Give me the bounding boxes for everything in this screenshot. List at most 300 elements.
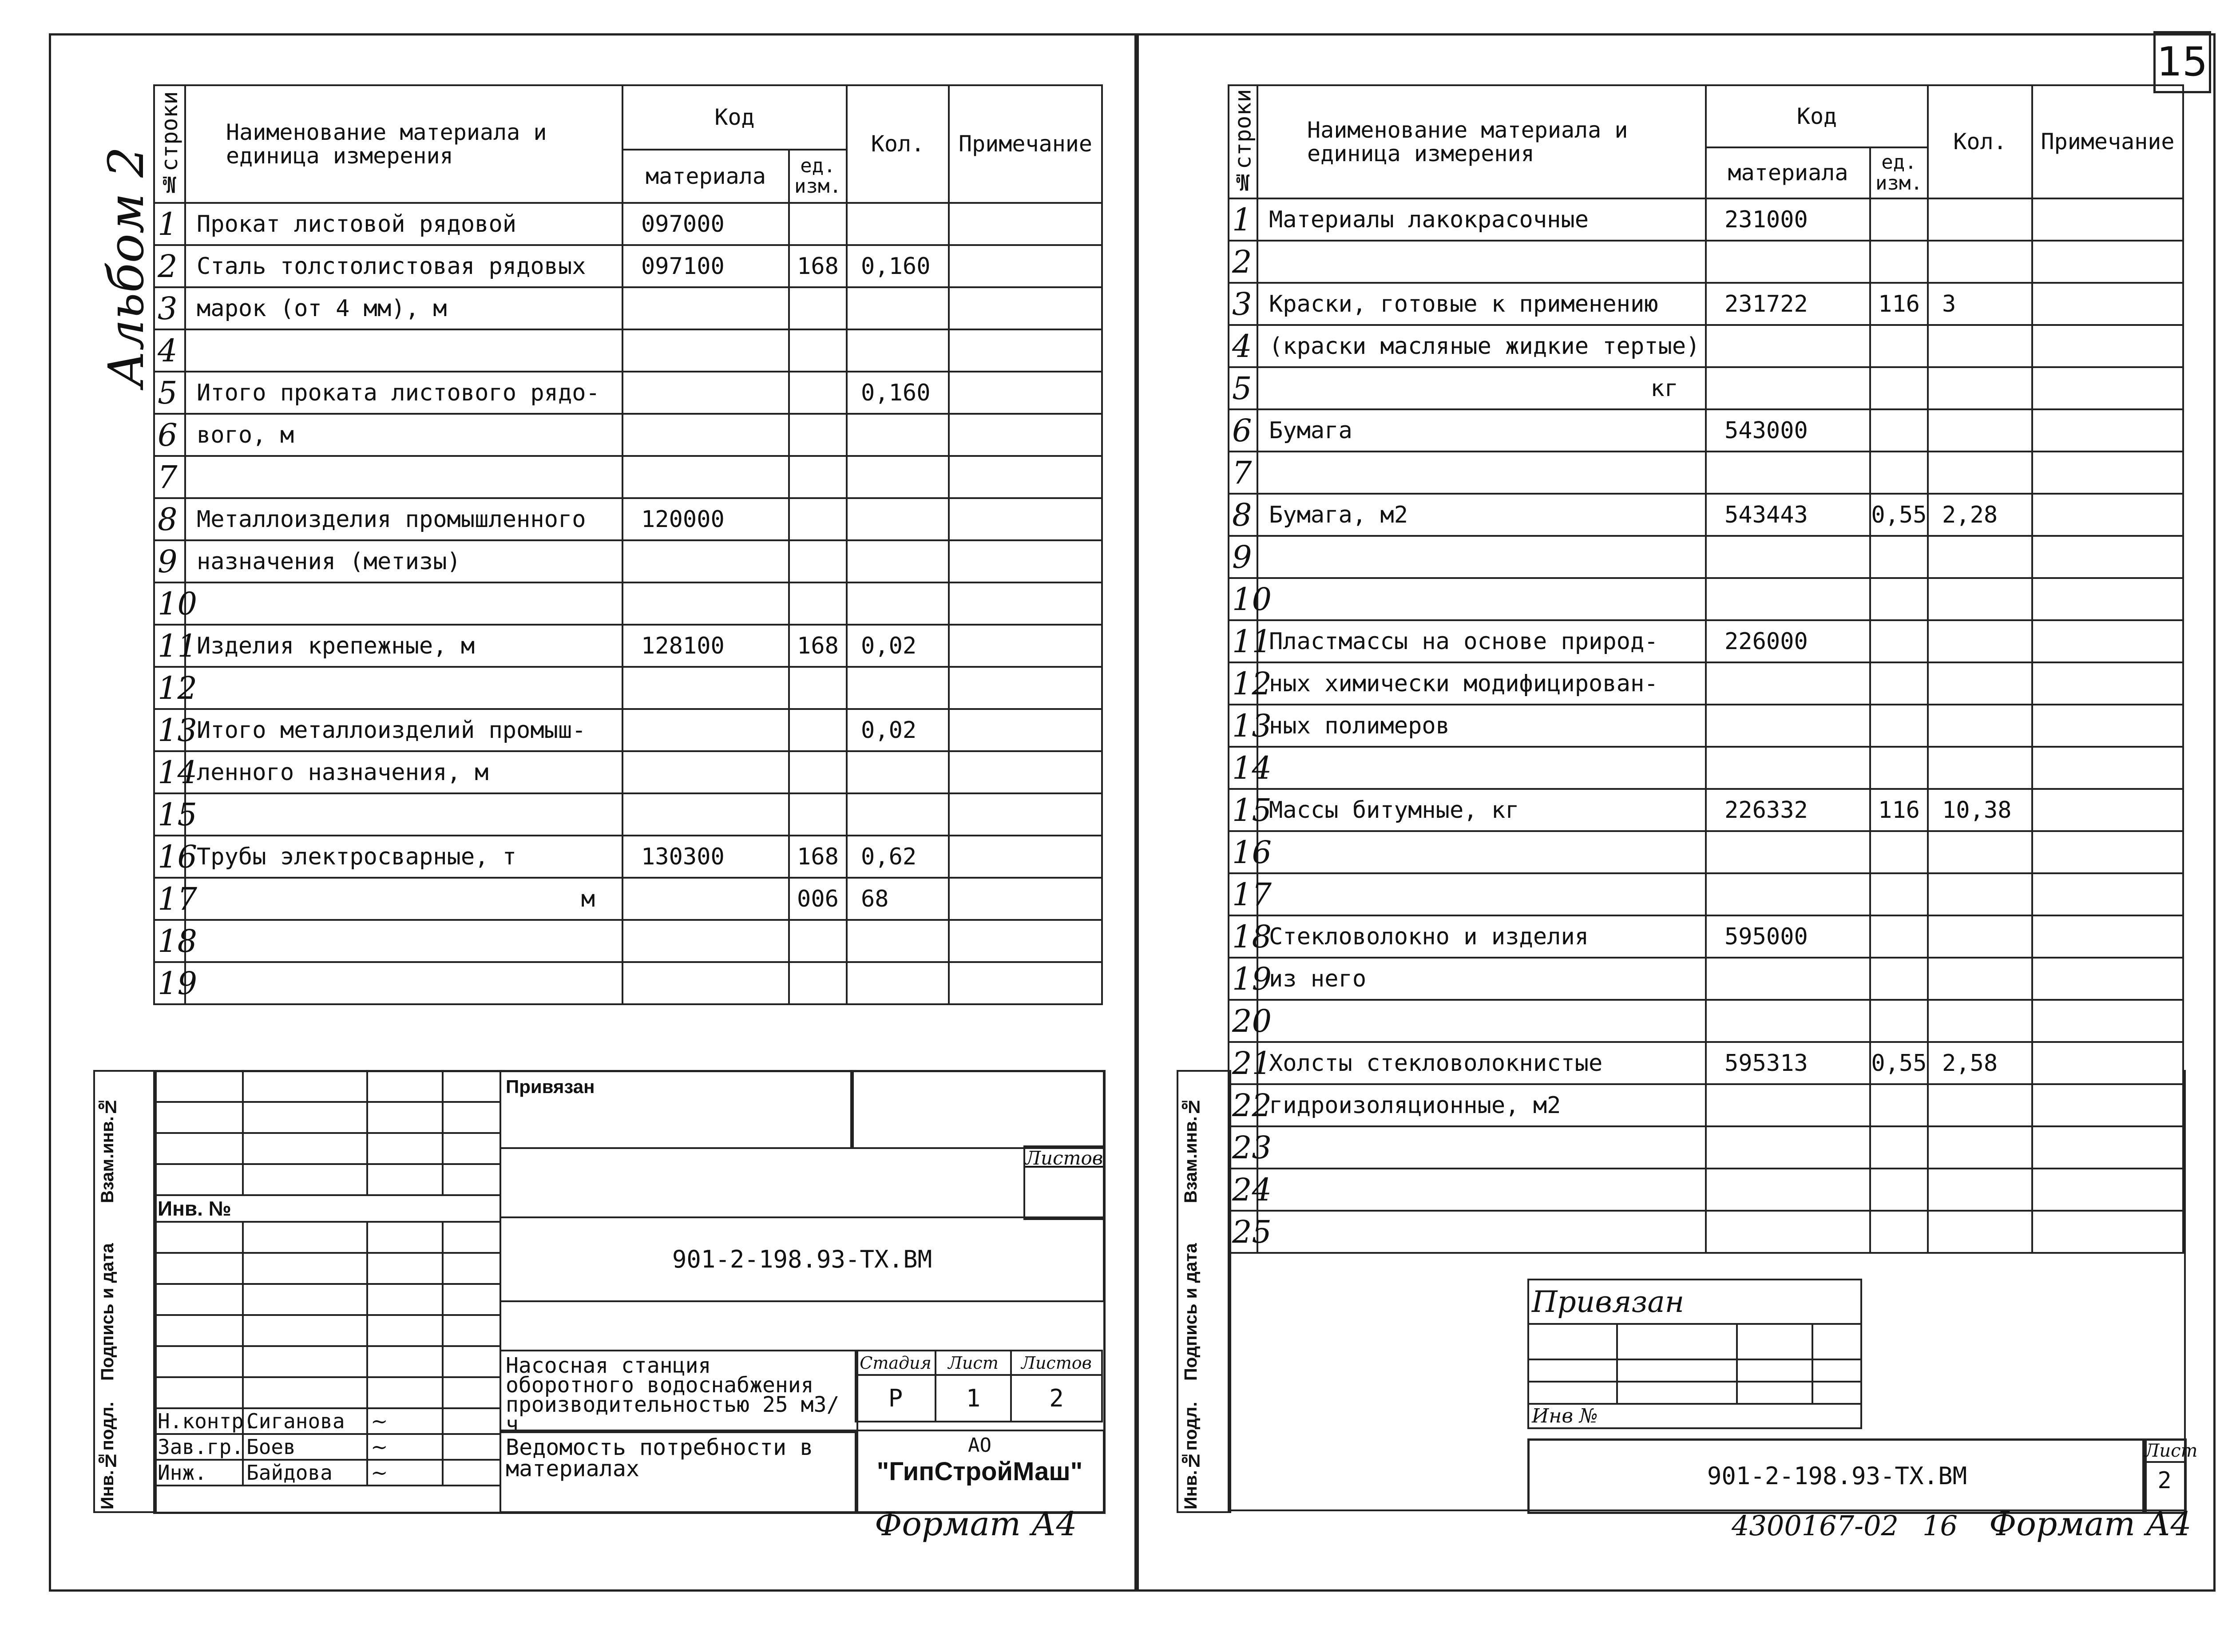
row-number: 17 [1229,873,1257,915]
org-name: "ГипСтройМаш" [876,1457,1083,1486]
row-number: 19 [1229,958,1257,1000]
material-name [1257,1000,1706,1042]
row-number: 1 [154,203,185,245]
material-code: 097100 [622,245,789,287]
unit-code [1870,367,1928,409]
quantity [847,203,949,245]
listov-small-label: Листов [1025,1147,1103,1169]
page-number: 15 [2157,39,2208,85]
unit-code [789,709,847,751]
material-name: Итого проката листового рядо- [185,372,622,414]
project-cell [500,1350,858,1437]
table-row [154,372,1102,414]
unit-code [789,498,847,540]
table-row [1229,452,2183,494]
unit-code [789,372,847,414]
quantity: 2,58 [1928,1042,2032,1084]
material-code: 097000 [622,203,789,245]
table-row [1229,198,2183,241]
material-name [185,962,622,1004]
sheet-header: Лист [936,1351,1011,1375]
material-code [622,456,789,498]
side-strip-right [1177,1070,1231,1513]
sheets-value: 2 [1011,1375,1102,1422]
unit-code [1870,662,1928,705]
unit-code [789,962,847,1004]
table-row [154,245,1102,287]
material-name: назначения (метизы) [185,540,622,582]
note [949,878,1102,920]
table-row [154,287,1102,329]
quantity [847,582,949,625]
table-row [1229,831,2183,873]
note [2032,325,2183,367]
table-row [1229,325,2183,367]
material-name [185,793,622,836]
side-label-inv-right: Инв.№подл. [1181,1402,1201,1509]
row-number: 3 [1229,283,1257,325]
quantity [847,920,949,962]
material-code [1706,747,1870,789]
row-number: 11 [1229,620,1257,662]
note [949,793,1102,836]
quantity [847,414,949,456]
material-name: из него [1257,958,1706,1000]
row-number: 2 [1229,241,1257,283]
material-name: Прокат листовой рядовой [185,203,622,245]
note [2032,283,2183,325]
unit-code: 0,55 [1870,494,1928,536]
note [949,962,1102,1004]
right-privyazan-grid [1527,1279,1862,1429]
header-name: Наименование материала и единица измерения [1257,85,1706,198]
material-name [1257,241,1706,283]
unit-code [789,287,847,329]
quantity [847,498,949,540]
material-name: кг [1257,367,1706,409]
row-number: 5 [1229,367,1257,409]
header-note: Примечание [2032,85,2183,198]
row-number: 15 [154,793,185,836]
table-row [1229,915,2183,958]
quantity [847,667,949,709]
quantity [1928,747,2032,789]
left-format-label: Формат А4 [875,1505,1077,1543]
note [2032,198,2183,241]
row-number: 14 [1229,747,1257,789]
quantity [1928,367,2032,409]
header-row-no: №строки [154,85,185,203]
inv-no-label: Инв. № [154,1195,500,1222]
unit-code [1870,578,1928,620]
note [949,751,1102,793]
note [2032,915,2183,958]
quantity [1928,831,2032,873]
unit-code [1870,958,1928,1000]
material-code: 120000 [622,498,789,540]
table-row [154,329,1102,372]
doc-code-cell [500,1216,1105,1302]
quantity [847,456,949,498]
table-row [1229,409,2183,452]
unit-code: 116 [1870,283,1928,325]
row-number: 25 [1229,1211,1257,1253]
table-row [1229,578,2183,620]
quantity [1928,198,2032,241]
note [949,625,1102,667]
right-list-header: Лист [2145,1441,2184,1463]
material-name [1257,452,1706,494]
material-code [1706,536,1870,578]
unit-code: 168 [789,836,847,878]
unit-code [1870,873,1928,915]
material-name: вого, м [185,414,622,456]
row-number: 13 [1229,705,1257,747]
row-number: 19 [154,962,185,1004]
header-qty: Кол. [847,85,949,203]
doc-title-cell [500,1430,858,1513]
unit-code [789,456,847,498]
unit-code [1870,452,1928,494]
material-code [1706,578,1870,620]
row-number: 12 [154,667,185,709]
row-number: 15 [1229,789,1257,831]
note [949,203,1102,245]
material-code [1706,1000,1870,1042]
header-note: Примечание [949,85,1102,203]
material-code: 226000 [1706,620,1870,662]
quantity [1928,536,2032,578]
listov-small-cell [1023,1145,1105,1220]
name-2: Байдова [243,1460,367,1486]
note [2032,452,2183,494]
unit-code [1870,747,1928,789]
material-code [622,709,789,751]
material-name [1257,578,1706,620]
row-number: 7 [154,456,185,498]
material-name [185,667,622,709]
table-row [1229,536,2183,578]
material-code [1706,241,1870,283]
material-code [1706,662,1870,705]
table-row [1229,873,2183,915]
row-number: 8 [154,498,185,540]
note [2032,494,2183,536]
table-row [1229,283,2183,325]
material-code: 543443 [1706,494,1870,536]
material-name [1257,747,1706,789]
row-number: 20 [1229,1000,1257,1042]
quantity [1928,1000,2032,1042]
header-material: материала [1706,147,1870,198]
project-name: Насосная станция оборотного водоснабжения производительностью 25 м3/ч [506,1353,840,1437]
quantity [1928,325,2032,367]
quantity [1928,873,2032,915]
material-name: ных полимеров [1257,705,1706,747]
right-footer-page: 16 [1923,1509,1958,1542]
material-code: 231722 [1706,283,1870,325]
material-name: Итого металлоизделий промыш- [185,709,622,751]
material-code: 226332 [1706,789,1870,831]
table-row [154,709,1102,751]
material-name: Массы битумные, кг [1257,789,1706,831]
table-row [1229,241,2183,283]
table-row [154,962,1102,1004]
row-number: 18 [154,920,185,962]
unit-code: 168 [789,625,847,667]
material-name: марок (от 4 мм), м [185,287,622,329]
material-code [622,414,789,456]
table-row [1229,494,2183,536]
table-row [154,582,1102,625]
row-number: 6 [154,414,185,456]
material-name: м [185,878,622,920]
material-name: Материалы лакокрасочные [1257,198,1706,241]
header-unit: ед. изм. [1870,147,1928,198]
side-label-vzam: Взам.инв.№ [98,1097,117,1203]
side-strip-left [93,1070,157,1513]
header-code: Код [1706,85,1928,147]
material-name: гидроизоляционные, м2 [1257,1084,1706,1126]
material-code [1706,367,1870,409]
quantity [1928,578,2032,620]
material-code [1706,452,1870,494]
stage-table [855,1350,1103,1422]
material-name: Бумага, м2 [1257,494,1706,536]
material-code: 595313 [1706,1042,1870,1084]
note [2032,409,2183,452]
quantity [847,962,949,1004]
unit-code [1870,620,1928,662]
row-number: 10 [154,582,185,625]
material-code [1706,873,1870,915]
row-number: 1 [1229,198,1257,241]
table-row [1229,705,2183,747]
material-code [622,582,789,625]
note [2032,241,2183,283]
side-label-vzam-right: Взам.инв.№ [1181,1097,1201,1203]
material-code [622,962,789,1004]
quantity: 10,38 [1928,789,2032,831]
row-number: 3 [154,287,185,329]
quantity [1928,662,2032,705]
quantity [1928,958,2032,1000]
row-number: 2 [154,245,185,287]
doc-title: Ведомость потребности в материалах [506,1434,813,1482]
table-row [154,751,1102,793]
quantity: 0,02 [847,625,949,667]
stage-value: Р [856,1375,936,1422]
material-code: 128100 [622,625,789,667]
table-row [154,667,1102,709]
table-row [154,203,1102,245]
unit-code [789,751,847,793]
header-row-no: №строки [1229,85,1257,198]
header-name: Наименование материала и единица измерения [185,85,622,203]
note [949,540,1102,582]
right-doc-code: 901-2-198.93-ТХ.ВМ [1707,1462,1967,1490]
unit-code [789,329,847,372]
table-row [1229,789,2183,831]
unit-code [789,667,847,709]
table-row [154,414,1102,456]
material-code [622,540,789,582]
row-number: 16 [154,836,185,878]
row-number: 9 [154,540,185,582]
row-number: 16 [1229,831,1257,873]
material-name: (краски масляные жидкие тертые) [1257,325,1706,367]
quantity [1928,705,2032,747]
row-number: 24 [1229,1169,1257,1211]
row-number: 6 [1229,409,1257,452]
row-number: 13 [154,709,185,751]
unit-code [789,582,847,625]
unit-code [1870,1000,1928,1042]
sheets-header: Листов [1011,1351,1102,1375]
material-name [1257,831,1706,873]
right-inv-no-label: Инв № [1528,1404,1861,1428]
quantity: 0,160 [847,372,949,414]
note [2032,536,2183,578]
material-name [1257,536,1706,578]
table-row [154,836,1102,878]
stage-header: Стадия [856,1351,936,1375]
quantity [1928,409,2032,452]
unit-code [1870,325,1928,367]
table-row [1229,958,2183,1000]
right-list-value: 2 [2157,1467,2172,1494]
quantity: 0,02 [847,709,949,751]
note [949,498,1102,540]
material-code: 130300 [622,836,789,878]
unit-code [789,203,847,245]
unit-code: 0,55 [1870,1042,1928,1084]
row-number: 7 [1229,452,1257,494]
quantity [1928,452,2032,494]
material-code [622,329,789,372]
quantity [1928,915,2032,958]
quantity [1928,241,2032,283]
material-name: Трубы электросварные, т [185,836,622,878]
note [949,836,1102,878]
note [949,709,1102,751]
material-code [622,667,789,709]
right-privyazan-label: Привязан [1528,1280,1861,1324]
quantity [847,329,949,372]
privyazan-label: Привязан [506,1076,595,1097]
table-row [154,920,1102,962]
note [949,287,1102,329]
material-code: 543000 [1706,409,1870,452]
material-name [185,329,622,372]
quantity: 0,160 [847,245,949,287]
quantity: 0,62 [847,836,949,878]
note [949,456,1102,498]
privyazan-cell [500,1070,854,1149]
table-row [1229,662,2183,705]
unit-code [1870,536,1928,578]
row-number: 21 [1229,1042,1257,1084]
note [949,329,1102,372]
signature-0: ~ [367,1408,443,1434]
unit-code: 168 [789,245,847,287]
table-row [154,498,1102,540]
material-name: Пластмассы на основе природ- [1257,620,1706,662]
material-name: Бумага [1257,409,1706,452]
doc-code: 901-2-198.93-ТХ.ВМ [672,1245,932,1273]
org-cell [855,1430,1105,1513]
quantity: 2,28 [1928,494,2032,536]
left-signature-grid [153,1070,501,1486]
row-number: 9 [1229,536,1257,578]
album-label: Альбом 2 [98,147,155,388]
quantity [847,793,949,836]
table-row [154,878,1102,920]
note [2032,789,2183,831]
privyazan-right-cell [850,1070,1105,1149]
note [2032,620,2183,662]
role-0: Н.контр. [154,1408,243,1434]
unit-code [789,920,847,962]
row-number: 23 [1229,1126,1257,1169]
table-row [1229,1000,2183,1042]
quantity [1928,620,2032,662]
unit-code [1870,409,1928,452]
note [2032,367,2183,409]
material-name: ленного назначения, м [185,751,622,793]
unit-code [1870,198,1928,241]
quantity [847,287,949,329]
left-materials-table [153,84,1103,1005]
material-name: Стекловолокно и изделия [1257,915,1706,958]
material-name: ных химически модифицирован- [1257,662,1706,705]
note [2032,958,2183,1000]
header-material: материала [622,150,789,203]
header-qty: Кол. [1928,85,2032,198]
table-row [154,540,1102,582]
material-name: Металлоизделия промышленного [185,498,622,540]
unit-code [1870,831,1928,873]
side-label-podpis: Подпись и дата [98,1243,117,1381]
unit-code [789,793,847,836]
note [949,667,1102,709]
signature-2: ~ [367,1460,443,1486]
side-label-podpis-right: Подпись и дата [1181,1243,1201,1381]
material-code [1706,325,1870,367]
unit-code: 116 [1870,789,1928,831]
name-0: Сиганова [243,1408,367,1434]
note [949,920,1102,962]
note [2032,747,2183,789]
right-format-label: Формат А4 [1989,1505,2192,1543]
table-row [154,793,1102,836]
row-number: 5 [154,372,185,414]
unit-code [1870,915,1928,958]
material-code [1706,705,1870,747]
quantity [847,751,949,793]
note [2032,1000,2183,1042]
note [2032,705,2183,747]
right-list-cell [2142,1438,2198,1514]
material-name [185,920,622,962]
note [2032,662,2183,705]
row-number: 17 [154,878,185,920]
material-code [1706,831,1870,873]
material-code [622,751,789,793]
note [949,372,1102,414]
material-name: Изделия крепежные, м [185,625,622,667]
quantity: 68 [847,878,949,920]
